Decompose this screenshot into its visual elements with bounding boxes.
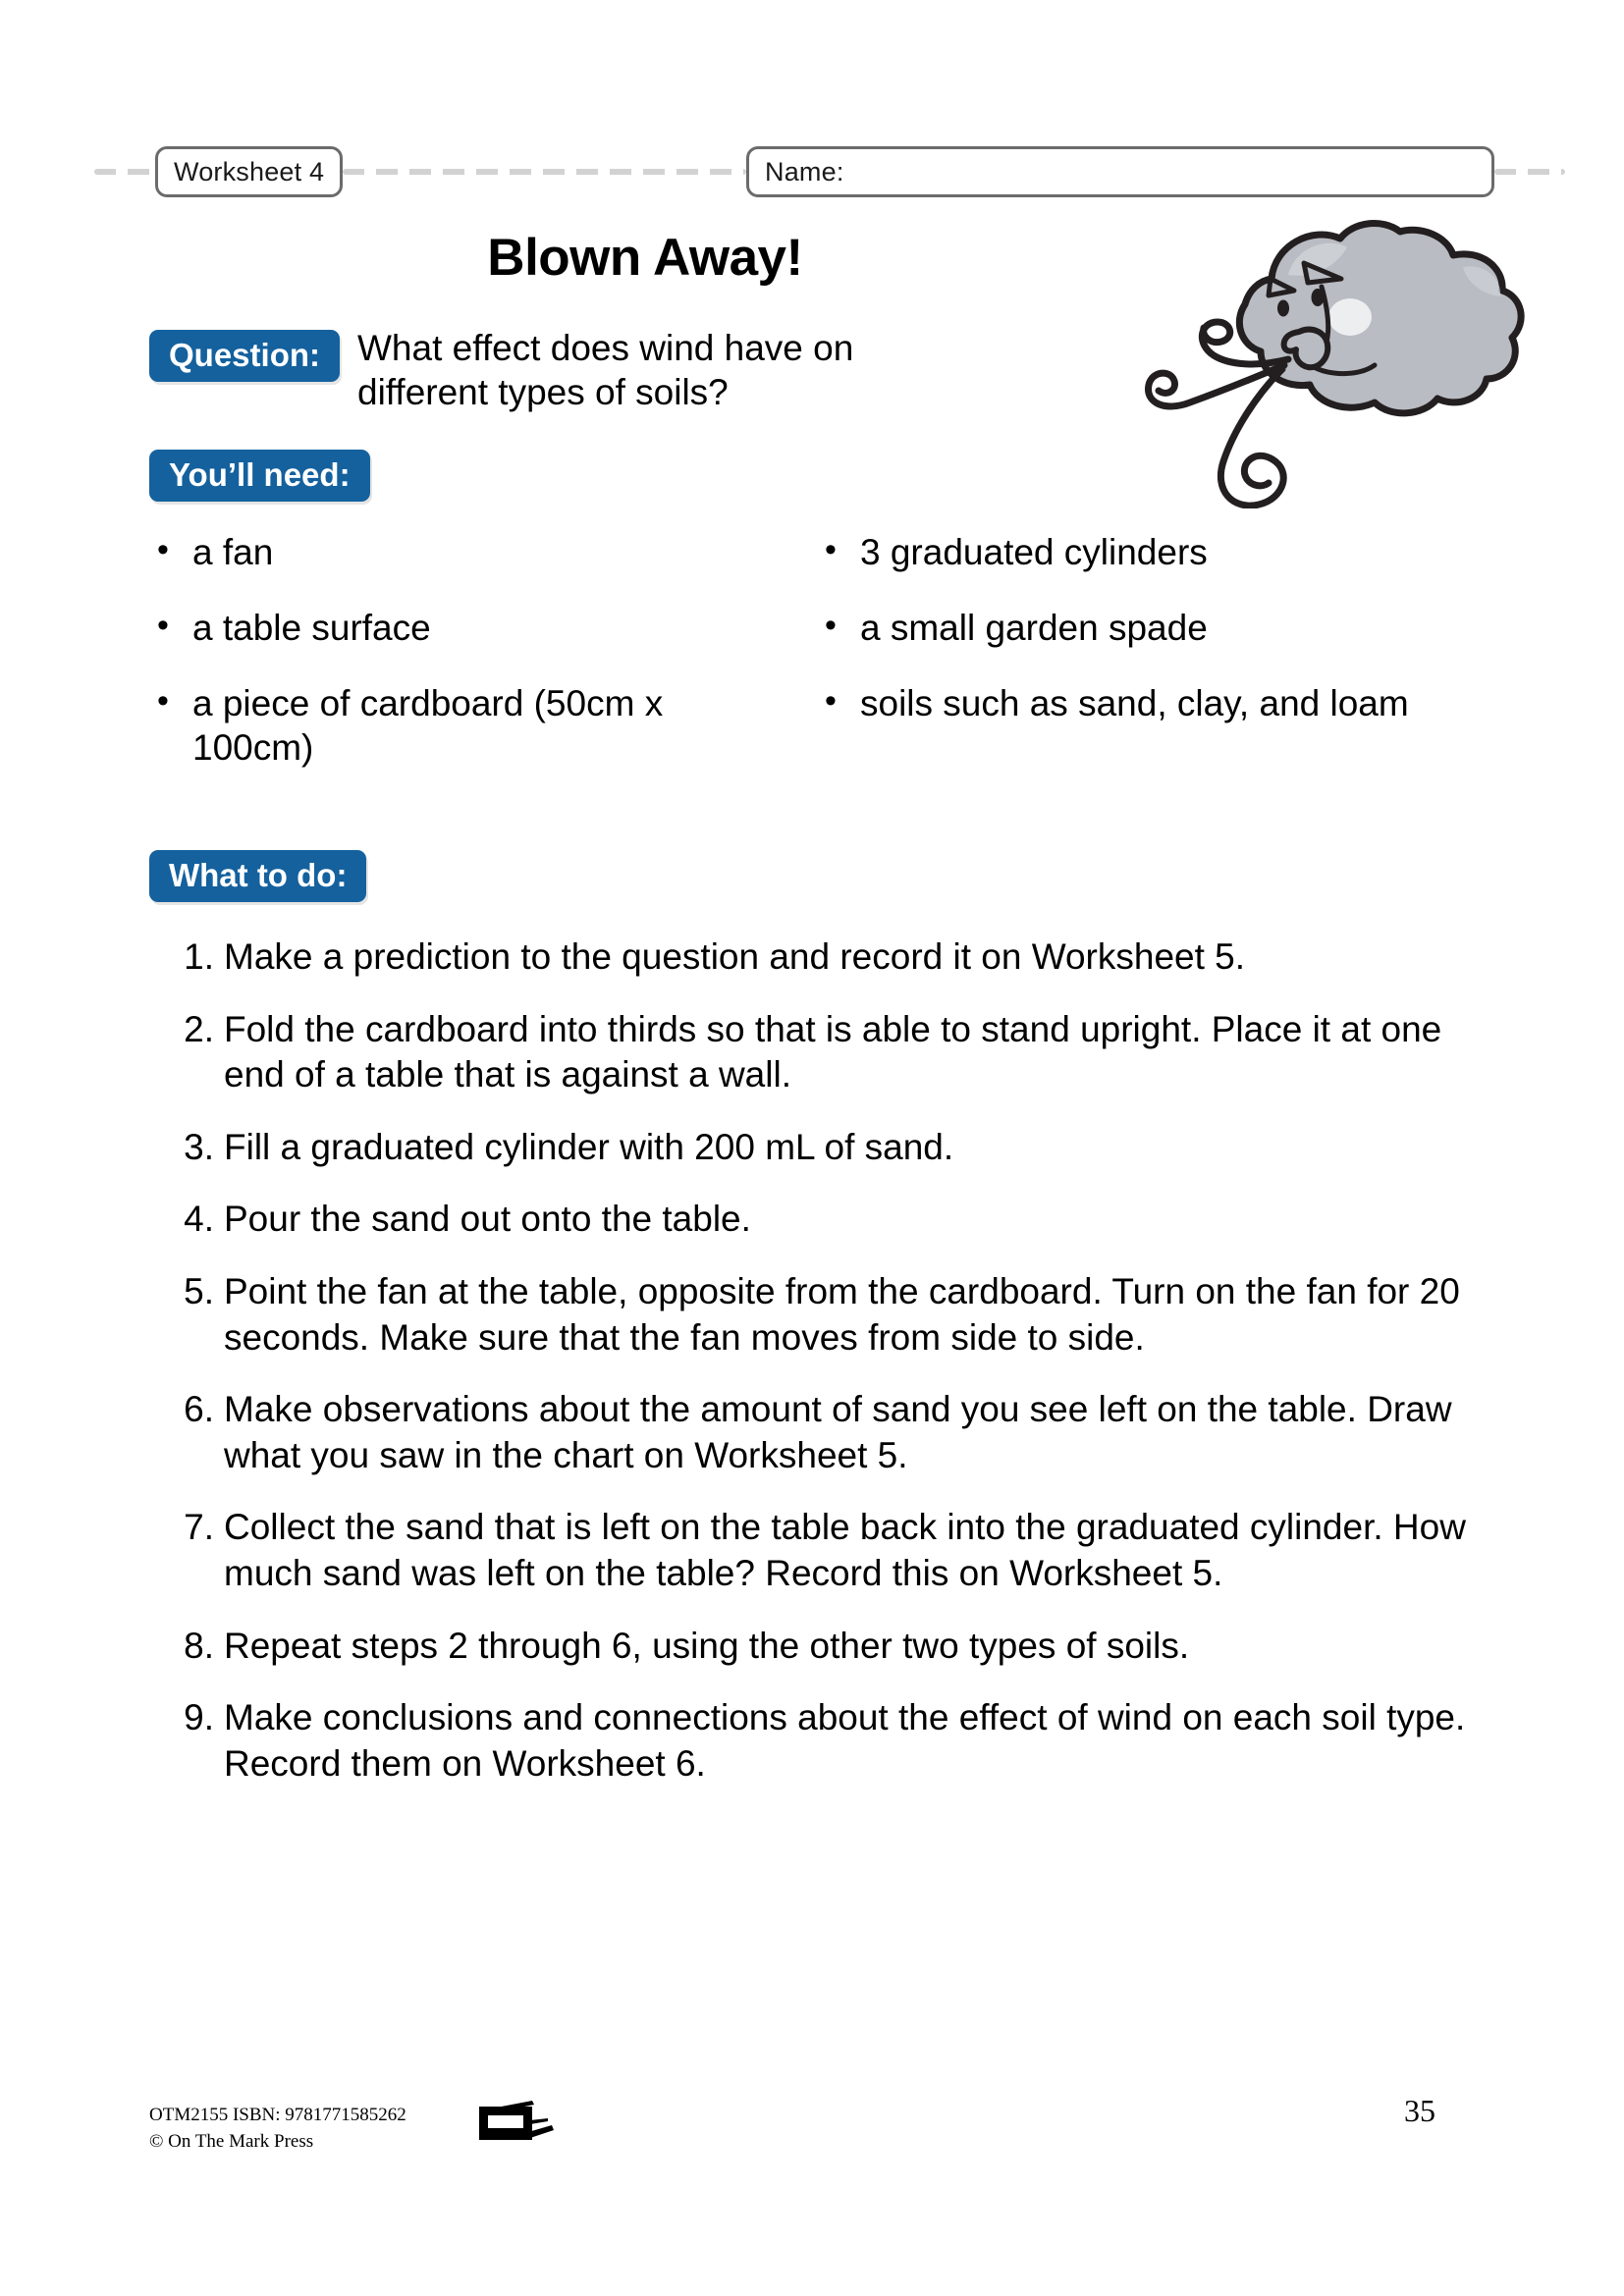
list-item: [169, 1624, 1475, 1670]
procedure-section-header: [149, 850, 366, 902]
dashed-line-left: [94, 169, 155, 175]
step-text: Repeat steps 2 through 6, using the other two types of soils.: [224, 1625, 1190, 1666]
step-text: Pour the sand out onto the table.: [224, 1199, 751, 1240]
materials-column-left: [157, 530, 785, 802]
list-item: [825, 606, 1453, 650]
name-field-label: Name:: [765, 156, 844, 187]
list-item: [169, 934, 1475, 981]
step-text: Make conclusions and connections about the effect of wind on each soil type. Record them on Worksheet 6.: [224, 1697, 1466, 1784]
materials-column-right: [825, 530, 1453, 802]
page-title: Blown Away!: [487, 229, 803, 287]
question-section: [149, 330, 1180, 414]
dashed-line-right: [1494, 169, 1565, 175]
step-number: 8.: [184, 1625, 214, 1666]
material-label: a table surface: [192, 608, 431, 649]
materials-badge: You’ll need:: [149, 450, 370, 502]
step-number: 5.: [184, 1271, 214, 1312]
bullet-icon: •: [157, 607, 169, 645]
material-label: 3 graduated cylinders: [860, 532, 1208, 572]
step-number: 4.: [184, 1199, 214, 1240]
step-text: Fill a graduated cylinder with 200 mL of sand.: [224, 1126, 954, 1167]
bullet-icon: •: [825, 682, 837, 721]
step-text: Make observations about the amount of sand you see left on the table. Draw what you saw in the chart on Worksheet 5.: [224, 1389, 1452, 1475]
windy-cloud-illustration: [1139, 185, 1532, 508]
bullet-icon: •: [157, 682, 169, 721]
publisher-logo-icon: [475, 2099, 564, 2150]
worksheet-number-box: [155, 146, 343, 197]
step-number: 6.: [184, 1389, 214, 1430]
footer-code-line: OTM2155 ISBN: 9781771585262: [149, 2105, 406, 2125]
list-item: [825, 530, 1453, 574]
page-number: 35: [1404, 2093, 1435, 2128]
list-item: [169, 1387, 1475, 1478]
list-item: [169, 1505, 1475, 1596]
step-text: Make a prediction to the question and record it on Worksheet 5.: [224, 936, 1246, 977]
list-item: [169, 1197, 1475, 1243]
list-item: [169, 1695, 1475, 1787]
step-number: 1.: [184, 936, 214, 977]
step-number: 9.: [184, 1697, 214, 1738]
list-item: [157, 530, 785, 574]
bullet-icon: •: [157, 531, 169, 568]
material-label: a piece of cardboard (50cm x 100cm): [192, 683, 664, 769]
list-item: [825, 681, 1453, 725]
list-item: [169, 1125, 1475, 1171]
footer-imprint: [149, 2103, 406, 2156]
step-number: 3.: [184, 1126, 214, 1167]
procedure-steps: [169, 934, 1475, 1814]
step-text: Collect the sand that is left on the table back into the graduated cylinder. How much sand was left on the table? Record this on Worksheet 5.: [224, 1507, 1466, 1594]
materials-section-header: [149, 450, 370, 502]
procedure-badge: What to do:: [149, 850, 366, 902]
list-item: [157, 606, 785, 650]
footer-copyright-line: © On The Mark Press: [149, 2130, 314, 2152]
worksheet-number-label: Worksheet 4: [174, 156, 325, 187]
step-number: 2.: [184, 1008, 214, 1049]
step-text: Fold the cardboard into thirds so that is able to stand upright. Place it at one end of a table that is against a wall.: [224, 1008, 1442, 1095]
step-text: Point the fan at the table, opposite from the cardboard. Turn on the fan for 20 seconds. Make sure that the fan moves from side to side.: [224, 1271, 1460, 1358]
dashed-line-middle: [343, 169, 746, 175]
materials-list: [157, 530, 1463, 802]
list-item: [169, 1269, 1475, 1361]
list-item: [157, 681, 785, 770]
step-number: 7.: [184, 1507, 214, 1548]
bullet-icon: •: [825, 607, 837, 645]
bullet-icon: •: [825, 531, 837, 568]
list-item: [169, 1007, 1475, 1098]
material-label: a fan: [192, 532, 274, 572]
question-badge: Question:: [149, 330, 340, 382]
question-text: What effect does wind have on different types of soils?: [357, 328, 854, 413]
material-label: soils such as sand, clay, and loam: [860, 683, 1409, 724]
material-label: a small garden spade: [860, 608, 1208, 649]
